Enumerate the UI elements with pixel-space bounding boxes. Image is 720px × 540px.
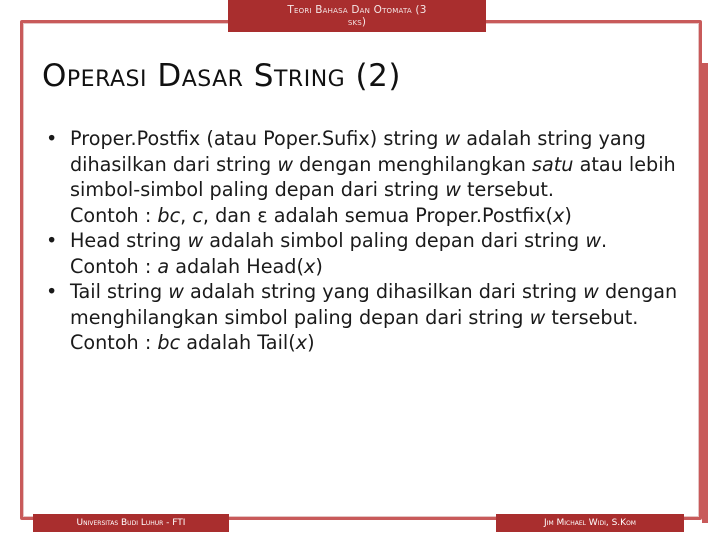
course-credits: sks): [347, 16, 367, 28]
course-header: [228, 0, 486, 32]
example-tail: Contoh : bc adalah Tail(x): [70, 331, 315, 354]
bullet-head: • Head string w adalah simbol paling depan dari string w.: [44, 228, 689, 254]
footer-author: Jim Michael Widi, S.Kom: [496, 514, 684, 532]
bullet-tail: • Tail string w adalah string yang dihasilkan dari string w dengan menghilangkan simbol paling depan dari string w tersebut.: [44, 279, 689, 330]
footer-university: Universitas Budi Luhur - FTI: [33, 514, 229, 532]
bullet-proper-postfix: • Proper.Postfix (atau Poper.Sufix) string w adalah string yang dihasilkan dari string w dengan menghilangkan satu atau lebih simbol-simbol paling depan dari string w tersebut.: [44, 126, 689, 203]
course-title: Teori Bahasa Dan Otomata (3: [287, 4, 427, 16]
example-head: Contoh : a adalah Head(x): [70, 254, 323, 278]
example-proper-postfix: Contoh : bc, c, dan ε adalah semua Proper.Postfix(x): [70, 203, 572, 227]
slide-content: [44, 126, 689, 356]
slide-title: Operasi Dasar String (2): [42, 58, 401, 94]
